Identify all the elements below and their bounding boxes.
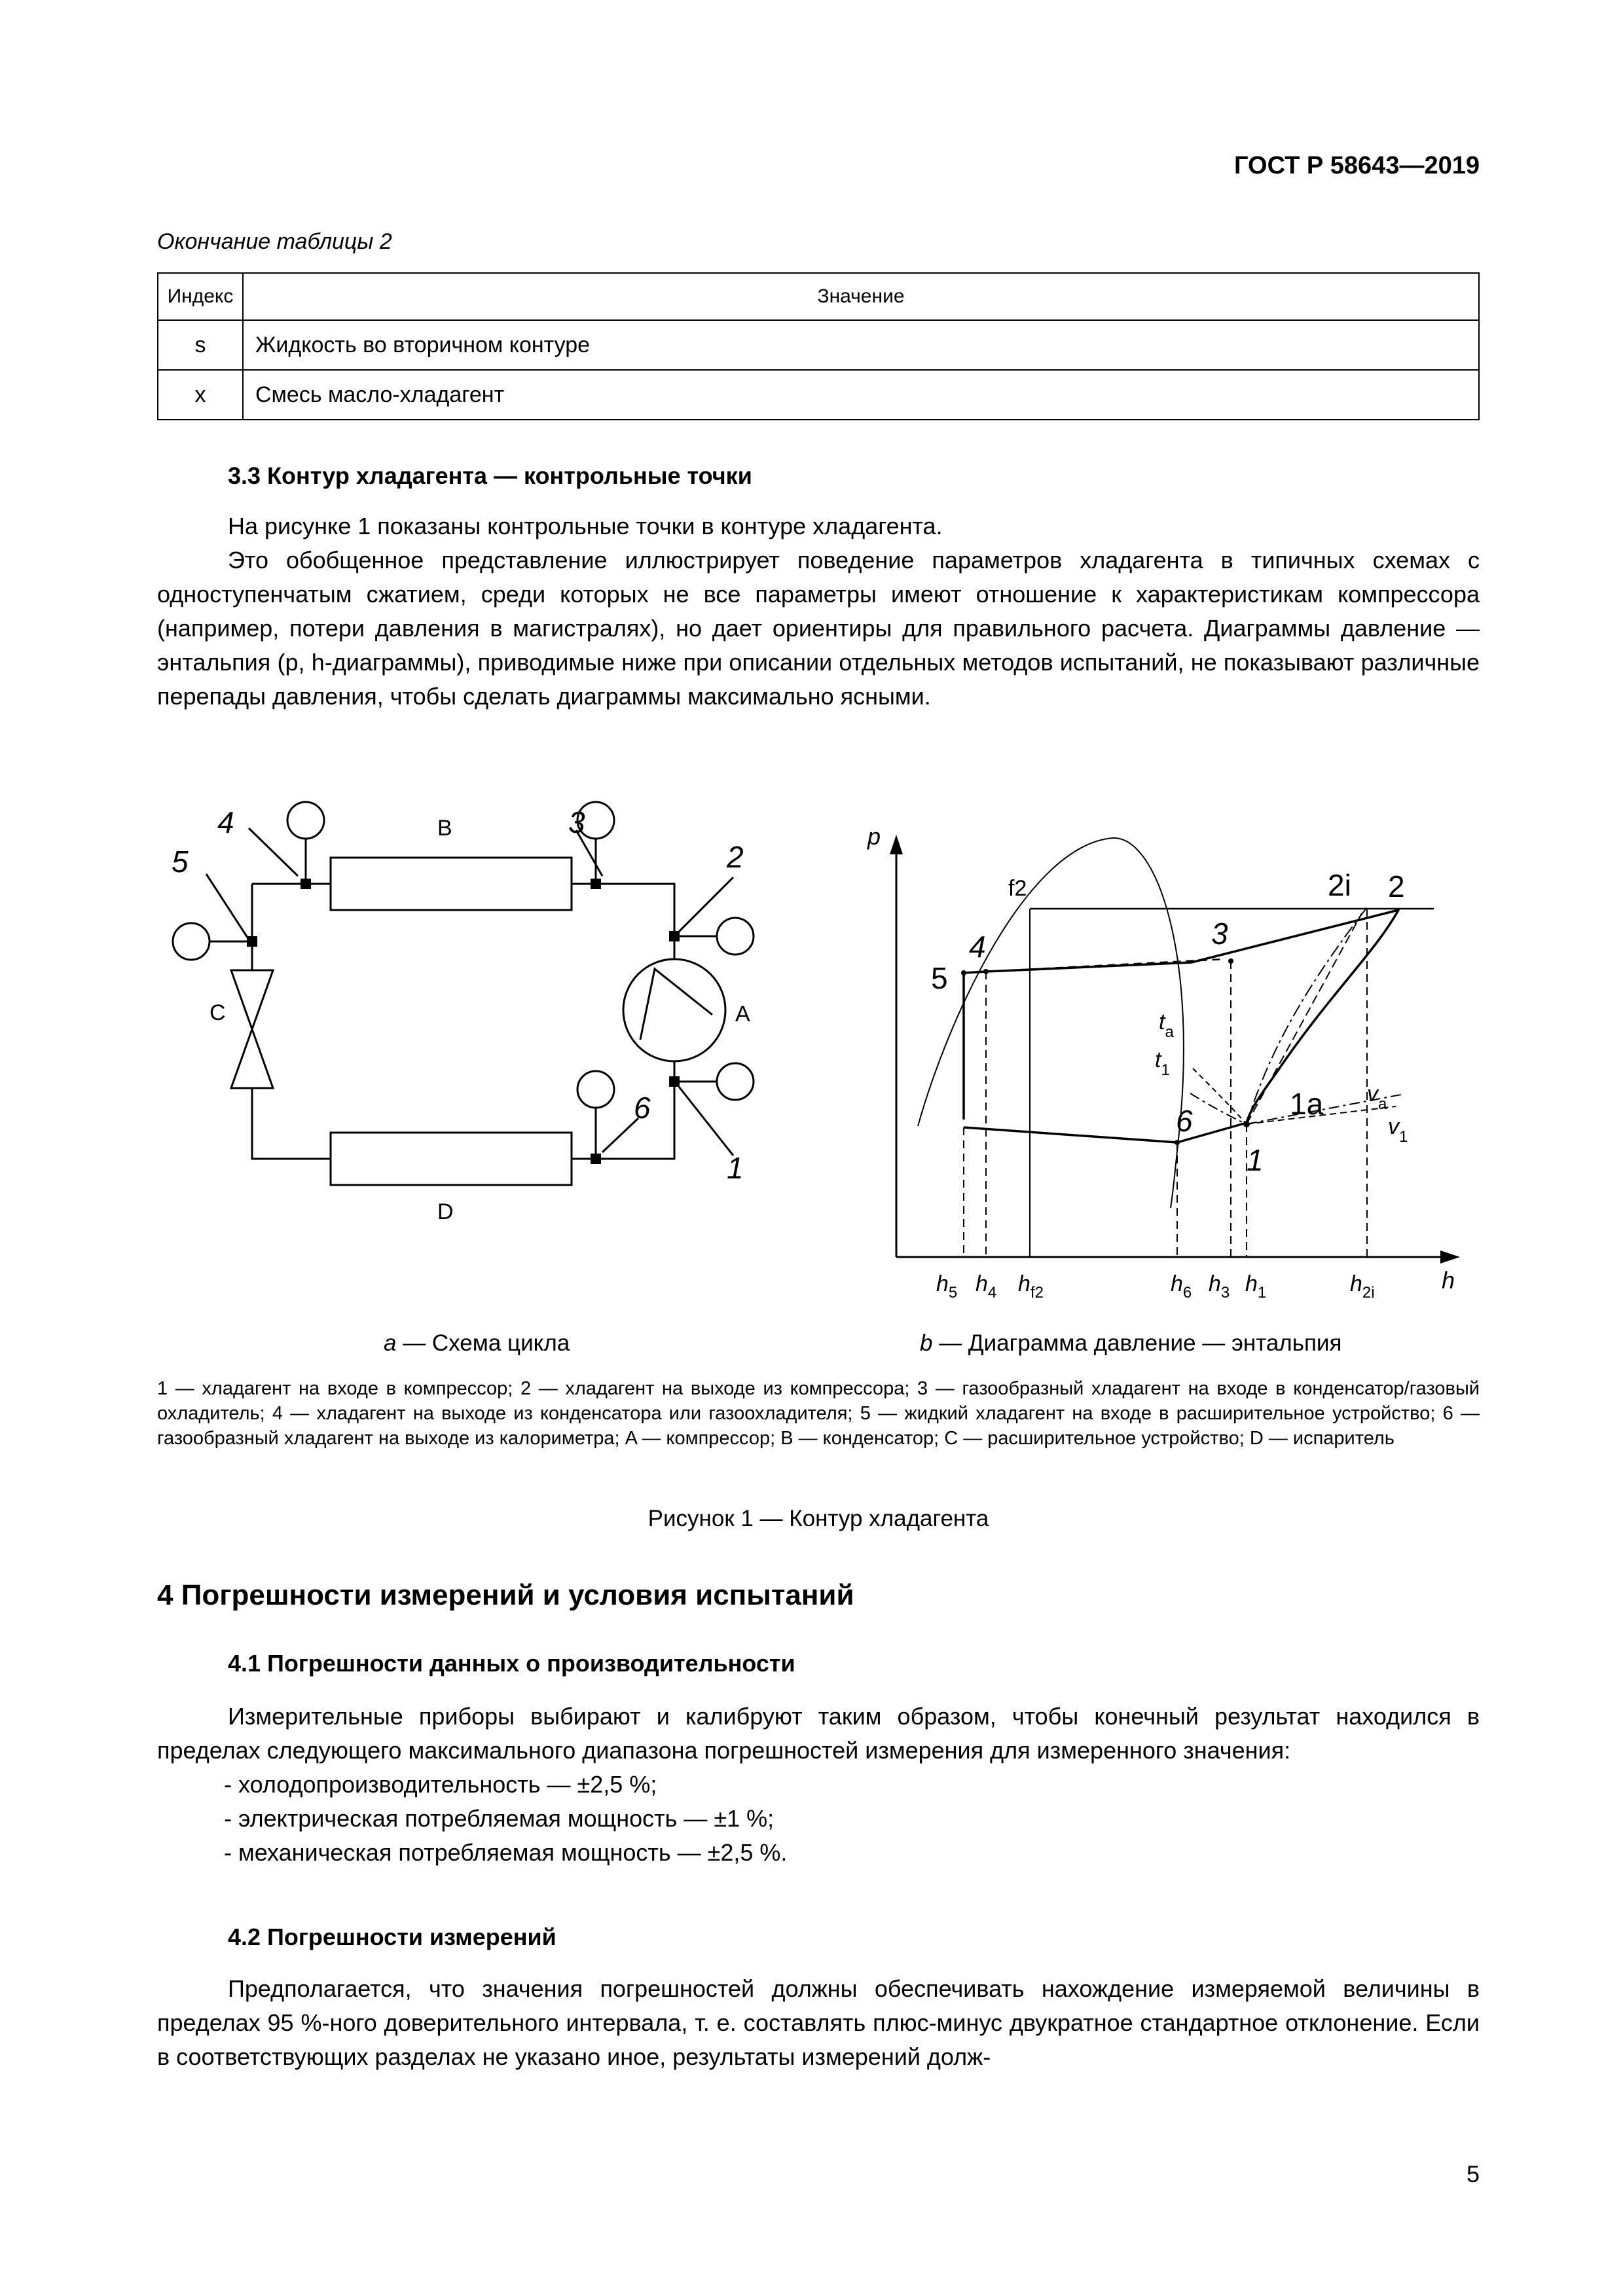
list-item: - электрическая потребляемая мощность — ±1 %; [224, 1805, 775, 1832]
page-number: 5 [1466, 2160, 1480, 2187]
tick-hf2 [1018, 1271, 1044, 1302]
section-4-2-body [157, 1972, 1480, 2074]
tick-h6-sub: 6 [1182, 1284, 1192, 1302]
paragraph: Измерительные приборы выбирают и калибруют таким образом, чтобы конечный результат находился в пределах следующего максимального диапазона погрешностей измерения для измеренного значения: [157, 1703, 1480, 1764]
line-label-t1-main: t [1155, 1048, 1161, 1072]
section-3-3-body [157, 509, 1480, 714]
table-row [158, 320, 1479, 370]
subcaption-a [384, 1330, 570, 1357]
label-compressor: A [735, 1002, 750, 1027]
tick-h6 [1171, 1271, 1192, 1302]
line-label-va-sub: a [1378, 1095, 1387, 1113]
list-item: - механическая потребляемая мощность — ±2,5 %. [224, 1839, 788, 1866]
table-caption: Окончание таблицы 2 [157, 229, 392, 254]
list-item: - холодопроизводительность — ±2,5 %; [224, 1771, 657, 1798]
line-label-ta-sub: a [1165, 1023, 1174, 1041]
cycle-scheme [173, 802, 754, 1185]
line-label-ta-main: t [1159, 1010, 1165, 1034]
diagram-point-f2: f2 [1008, 876, 1027, 901]
diagram-point-6: 6 [1176, 1104, 1193, 1138]
line-label-v1-main: v [1388, 1114, 1399, 1139]
tick-hf2-main: h [1018, 1271, 1030, 1296]
subcaption-b-text: — Диаграмма давление — энтальпия [932, 1330, 1342, 1356]
table-cell-index: s [158, 320, 243, 370]
tick-h1-sub: 1 [1257, 1284, 1267, 1302]
table-cell-value: Смесь масло-хладагент [243, 370, 1479, 420]
diagram-point-1a: 1a [1290, 1087, 1324, 1121]
line-label-t1-sub: 1 [1161, 1061, 1170, 1079]
figure-legend: 1 — хладагент на входе в компрессор; 2 — хладагент на выходе из компрессора; 3 — газообразный хладагент на входе в конденсатор/газовый охладитель; 4 — хладагент на выходе из конденсатора или газоохладителя; 5 — жидкий хладагент на входе в расширительное устройство; 6 — газообразный хладагент на выходе из калориметра; A — компрессор; B — конденсатор; C — расширительное устройство; D — испаритель [157, 1378, 1480, 1449]
paragraph: На рисунке 1 показаны контрольные точки в контуре хладагента. [228, 513, 943, 539]
subcaption-b [920, 1330, 1341, 1357]
tick-h5-main: h [936, 1271, 949, 1296]
line-label-v1-sub: 1 [1399, 1128, 1408, 1146]
diagram-point-5: 5 [931, 961, 948, 995]
section-4-1-body [157, 1700, 1480, 1870]
tick-h1-main: h [1245, 1271, 1258, 1296]
scheme-point-5: 5 [172, 845, 189, 879]
tick-h5-sub: 5 [948, 1284, 958, 1302]
section-3-3-heading: 3.3 Контур хладагента — контрольные точки [228, 462, 752, 489]
line-label-ta [1159, 1010, 1174, 1041]
condenser-rect [331, 858, 572, 910]
tick-h3-sub: 3 [1220, 1284, 1230, 1302]
tick-h4-main: h [976, 1271, 988, 1296]
table-row [158, 370, 1479, 420]
tick-hf2-sub: f2 [1030, 1284, 1044, 1302]
diagram-point-3: 3 [1211, 917, 1228, 951]
gauge-5 [173, 923, 252, 960]
standard-header: ГОСТ Р 58643—2019 [1234, 152, 1480, 179]
saturation-curve [918, 838, 1184, 1208]
ph-diagram [890, 835, 1460, 1264]
scheme-point-3: 3 [568, 805, 585, 839]
table-cell-value: Жидкость во вторичном контуре [243, 320, 1479, 370]
axis-p-label: p [867, 823, 881, 850]
diagram-point-4: 4 [969, 930, 986, 964]
gauge-1 [674, 1063, 754, 1100]
scheme-point-1: 1 [727, 1151, 744, 1185]
paragraph: Это обобщенное представление иллюстрирует поведение параметров хладагента в типичных схемах с одноступенчатым сжатием, среди которых не все параметры имеют отношение к характеристикам компрессора (например, потери давления в магистралях), но дает ориентиры для правильного расчета. Диаграммы давление — энтальпия (p, h-диаграммы), приводимые ниже при описании отдельных методов испытаний, не показывают различные перепады давления, чтобы сделать диаграммы максимально ясными. [157, 547, 1480, 710]
line-label-t1 [1155, 1048, 1170, 1079]
paragraph: Предполагается, что значения погрешностей должны обеспечивать нахождение измеряемой величины в пределах 95 %-ного доверительного интервала, т. е. составлять плюс-минус двукратное стандартное отклонение. Если в соответствующих разделах не указано иное, результаты измерений долж- [157, 1975, 1480, 2070]
table-cell-index: x [158, 370, 243, 420]
line-label-v1 [1388, 1114, 1408, 1146]
diagram-point-1: 1 [1247, 1143, 1264, 1177]
label-evaporator: D [437, 1199, 454, 1224]
line-label-va-main: v [1367, 1082, 1378, 1106]
tick-h4-sub: 4 [987, 1284, 997, 1302]
axis-h-label: h [1442, 1267, 1455, 1294]
section-4-1-heading: 4.1 Погрешности данных о производительности [228, 1650, 795, 1677]
tick-h2i [1350, 1271, 1375, 1302]
subcaption-a-letter: a [384, 1330, 397, 1356]
diagram-point-2i: 2i [1328, 868, 1351, 902]
tick-h3-main: h [1209, 1271, 1221, 1296]
scheme-point-6: 6 [634, 1091, 651, 1125]
tick-h2i-main: h [1350, 1271, 1362, 1296]
expansion-valve [229, 970, 275, 1088]
compressor [623, 959, 725, 1061]
tick-h1 [1245, 1271, 1266, 1302]
tick-h5 [936, 1271, 957, 1302]
tick-h2i-sub: 2i [1362, 1284, 1375, 1302]
section-4-2-heading: 4.2 Погрешности измерений [228, 1923, 556, 1950]
table-header-row [158, 273, 1479, 320]
column-header-index: Индекс [158, 273, 243, 320]
evaporator-rect [331, 1133, 572, 1185]
label-condenser: B [437, 816, 452, 841]
tick-h6-main: h [1171, 1271, 1183, 1296]
diagram-point-2: 2 [1388, 869, 1405, 903]
index-table [157, 272, 1480, 420]
section-4-heading: 4 Погрешности измерений и условия испытаний [157, 1579, 854, 1611]
subcaption-a-text: — Схема цикла [396, 1330, 570, 1356]
figure-caption: Рисунок 1 — Контур хладагента [647, 1506, 989, 1531]
column-header-value: Значение [243, 273, 1479, 320]
error-limits-list [157, 1768, 1480, 1870]
tick-h4 [976, 1271, 996, 1302]
scheme-point-4: 4 [217, 805, 234, 839]
scheme-point-2: 2 [727, 840, 744, 874]
tick-h3 [1209, 1271, 1230, 1302]
subcaption-b-letter: b [920, 1330, 933, 1356]
label-expansion-device: C [210, 1000, 226, 1025]
